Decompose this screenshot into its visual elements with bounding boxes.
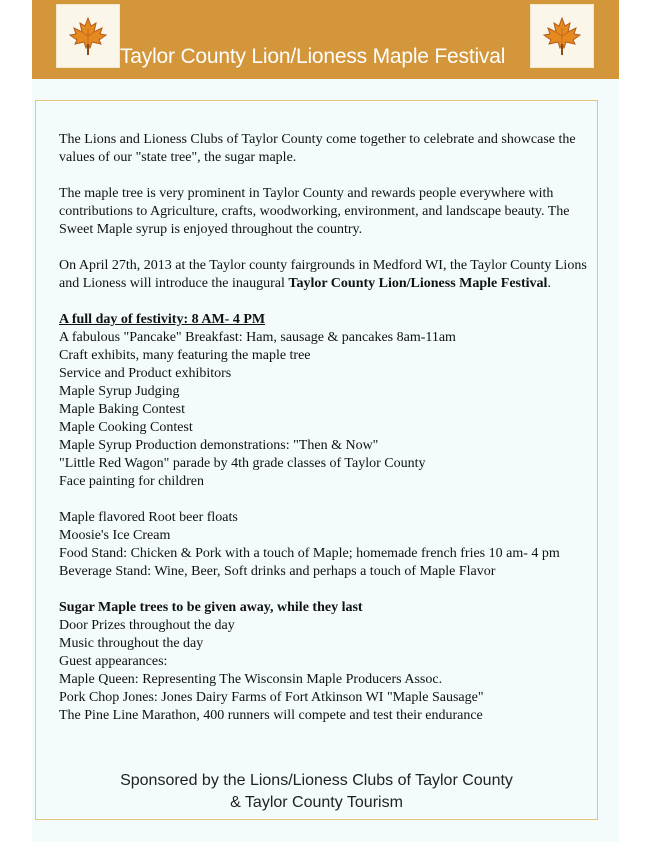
list-item: "Little Red Wagon" parade by 4th grade classes of Taylor County	[59, 456, 426, 471]
list-item: Maple Baking Contest	[59, 402, 185, 417]
list-item: Guest appearances:	[59, 654, 168, 669]
list-item: Maple Queen: Representing The Wisconsin Maple Producers Assoc.	[59, 672, 443, 687]
left-logo	[56, 4, 120, 68]
list-item: The Pine Line Marathon, 400 runners will compete and test their endurance	[59, 708, 483, 723]
festival-name-bold: Taylor County Lion/Lioness Maple Festival	[288, 276, 548, 291]
content-box	[35, 100, 598, 820]
list-item: Maple Syrup Production demonstrations: "Then & Now"	[59, 438, 379, 453]
list-item: Moosie's Ice Cream	[59, 528, 171, 543]
list-item: Food Stand: Chicken & Pork with a touch of Maple; homemade french fries 10 am- 4 pm	[59, 546, 560, 561]
flyer-page	[32, 0, 619, 842]
sponsor-line-2: & Taylor County Tourism	[230, 794, 403, 811]
festivity-heading: A full day of festivity: 8 AM- 4 PM	[59, 312, 266, 327]
intro-paragraph-2: The maple tree is very prominent in Taylor County and rewards people everywhere with contributions to Agriculture, crafts, woodworking, environment, and landscape beauty. The Sweet Maple syrup is enjoyed throughout the country.	[59, 186, 570, 237]
intro-paragraph-1: The Lions and Lioness Clubs of Taylor County come together to celebrate and showcase the values of our "state tree", the sugar maple.	[59, 132, 576, 165]
list-item: A fabulous "Pancake" Breakfast: Ham, sausage & pancakes 8am-11am	[59, 330, 456, 345]
list-item: Maple Syrup Judging	[59, 384, 180, 399]
intro-paragraph-3-lead: On April 27th, 2013 at the Taylor county fairgrounds in Medford WI, the Taylor County Lions and Lioness will introduce the inaugural	[59, 258, 587, 291]
list-item: Door Prizes throughout the day	[59, 618, 235, 633]
maple-leaf-icon	[66, 14, 110, 58]
list-item: Beverage Stand: Wine, Beer, Soft drinks and perhaps a touch of Maple Flavor	[59, 564, 496, 579]
intro-paragraph-3-end: .	[547, 276, 551, 291]
sponsor-text	[36, 770, 597, 814]
body-text	[59, 131, 599, 725]
festival-title: Taylor County Lion/Lioness Maple Festival	[120, 45, 506, 68]
intro-paragraph-3	[59, 257, 599, 293]
header-banner	[32, 0, 619, 79]
list-item: Craft exhibits, many featuring the maple tree	[59, 348, 311, 363]
maple-leaf-icon	[540, 14, 584, 58]
right-logo	[530, 4, 594, 68]
list-item: Maple Cooking Contest	[59, 420, 193, 435]
list-item: Service and Product exhibitors	[59, 366, 232, 381]
giveaway-heading: Sugar Maple trees to be given away, while they last	[59, 600, 363, 615]
list-item: Music throughout the day	[59, 636, 204, 651]
sponsor-line-1: Sponsored by the Lions/Lioness Clubs of Taylor County	[120, 772, 513, 789]
list-item: Maple flavored Root beer floats	[59, 510, 238, 525]
list-item: Face painting for children	[59, 474, 205, 489]
list-item: Pork Chop Jones: Jones Dairy Farms of Fort Atkinson WI "Maple Sausage"	[59, 690, 484, 705]
